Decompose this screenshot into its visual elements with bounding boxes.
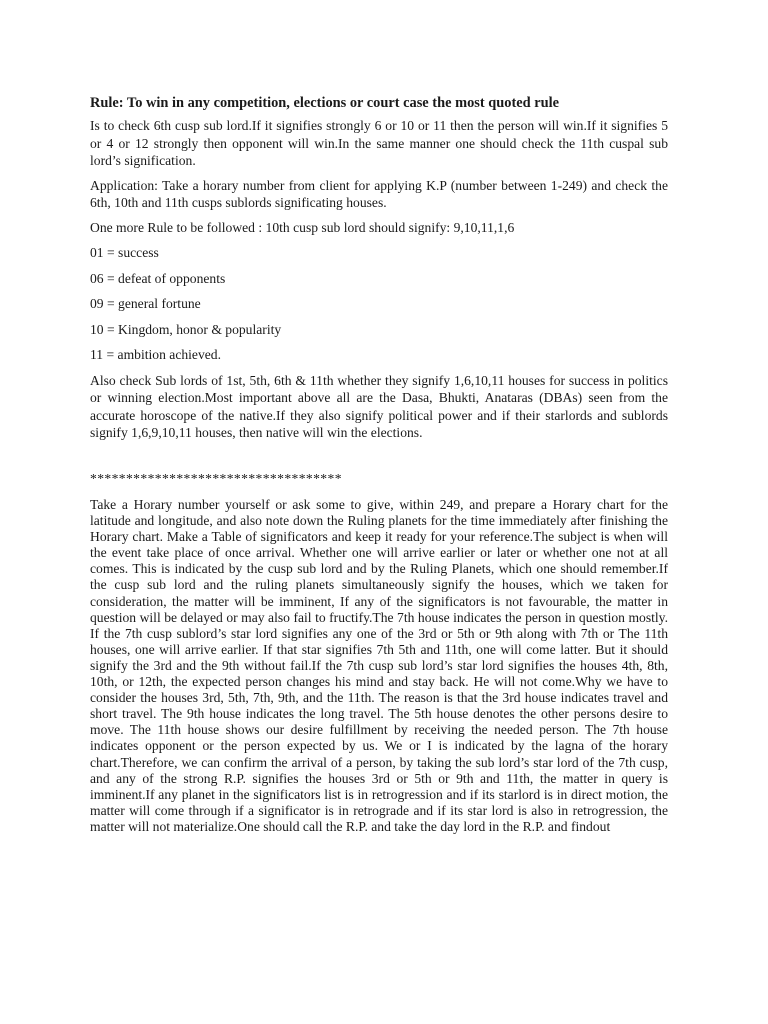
list-item: 01 = success — [90, 245, 159, 260]
list-item: 11 = ambition achieved. — [90, 347, 221, 362]
list-item: 06 = defeat of opponents — [90, 270, 226, 286]
paragraph-sublords-election: Also check Sub lords of 1st, 5th, 6th & 11th whether they signify 1,6,10,11 houses for success in politics or winning election.Most important above all are the Dasa, Bhukti, Anataras (DBAs) seen from the accurate horoscope of the native.If they also signify political power and if their starlords and sublords signify 1,6,9,10,11 houses, then native will win the elections. — [90, 372, 668, 440]
paragraph-application: Application: Take a horary number from client for applying K.P (number between 1-249) and check the 6th, 10th and 11th cusps sublords significating houses. — [90, 177, 668, 210]
rule-heading: Rule: To win in any competition, elections or court case the most quoted rule — [90, 95, 560, 111]
house-meaning-list — [90, 244, 668, 364]
paragraph-horary-arrival: Take a Horary number yourself or ask some to give, within 249, and prepare a Horary chart for the latitude and longitude, and also note down the Ruling planets for the time immediately after finishing the Horary chart. Make a Table of significators and keep it ready for your reference.The subject is when will the event take place of once arrival. Whether one will arrive earlier or later or whether one not at all comes. This is indicated by the cusp sub lord and by the Ruling Planets, which one should remember.If the cusp sub lord and the ruling planets simultaneously signify the houses, which we taken for consideration, the matter will be imminent, If any of the significators is not favourable, the matter in question will be delayed or may also fail to fructify.The 7th house indicates the person in question mostly. If the 7th cusp sublord’s star lord signifies any one of the 3rd or 5th or 9th along with 7th or The 11th houses, one will arrive earlier. If that star signifies 7th 5th and 11th, one will come latter. But it should signify the 3rd and the 9th without fail.If the 7th cusp sub lord’s star lord signifies the houses 4th, 8th, 10th, or 12th, the expected person changes his mind and stay back. He will not come.Why we have to consider the houses 3rd, 5th, 7th, 9th, and the 11th. The reason is that the 3rd house indicates travel and short travel. The 9th house indicates the long travel. The 5th house denotes the other persons desire to move. The 11th house shows our desire fulfillment by receiving the needed person. The 7th house indicates opponent or the person expected by us. We or I is indicated by the lagna of the horary chart.Therefore, we can confirm the arrival of a person, by taking the sub lord’s star lord of the 7th cusp, and any of the strong R.P. signifies the houses 3rd or 5th or 9th and 11th, the matter in query is imminent.If any planet in the significators list is in retrogression and if its starlord is in direct motion, the matter will come through if a significator is in retrograde and if its star lord is also in retrogression, the matter will not materialize.One should call the R.P. and take the day lord in the R.P. and findout — [90, 497, 668, 834]
asterisk-separator: *********************************** — [90, 470, 342, 486]
document-page — [90, 94, 668, 835]
paragraph-sixth-cusp-rule: Is to check 6th cusp sub lord.If it signifies strongly 6 or 10 or 11 then the person will win.If it signifies 5 or 4 or 12 strongly then opponent will win.In the same manner one should check the 11th cuspal sub lord’s signification. — [90, 118, 668, 168]
paragraph-tenth-cusp-rule: One more Rule to be followed : 10th cusp sub lord should signify: 9,10,11,1,6 — [90, 219, 515, 235]
list-item: 09 = general fortune — [90, 296, 201, 311]
list-item: 10 = Kingdom, honor & popularity — [90, 321, 282, 337]
